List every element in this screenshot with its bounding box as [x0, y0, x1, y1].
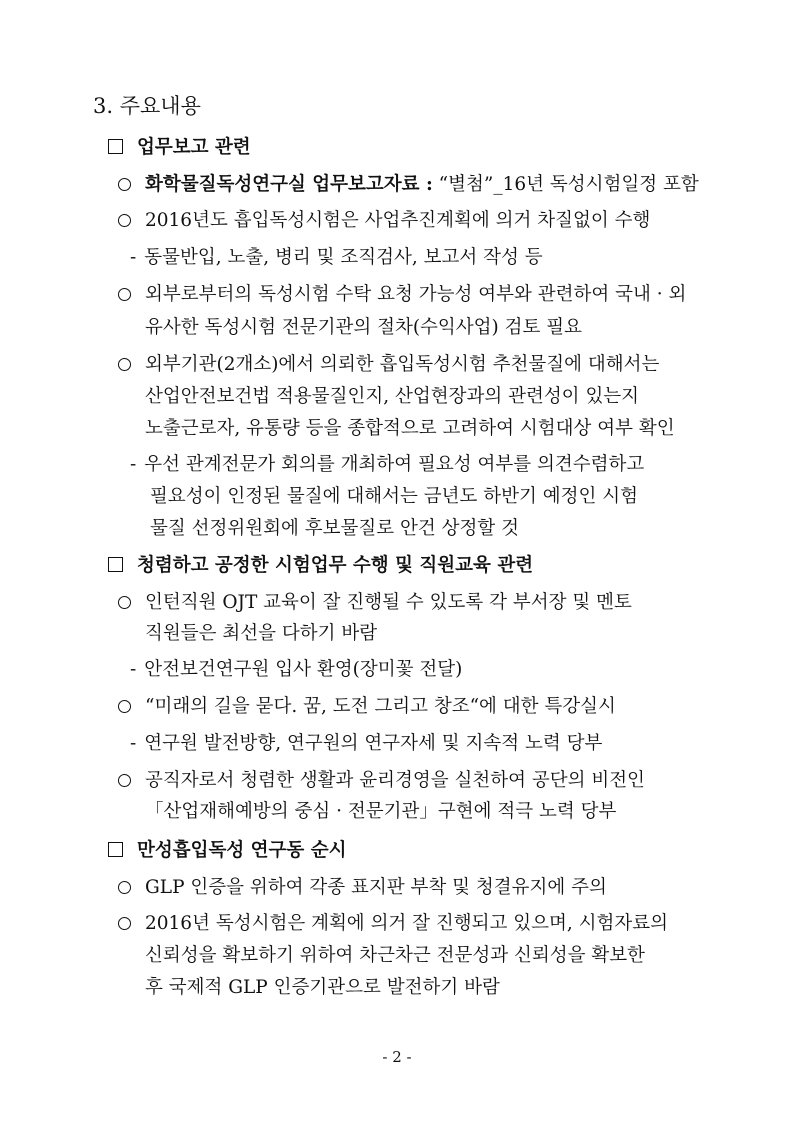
bullet-item-continuation: 노출근로자, 유통량 등을 종합적으로 고려하여 시험대상 여부 확인	[145, 418, 675, 439]
bullet-item-continuation: 유사한 독성시험 전문기관의 절차(수익사업) 검토 필요	[145, 317, 583, 338]
sub-item: - 연구원 발전방향, 연구원의 연구자세 및 지속적 노력 당부	[130, 733, 603, 754]
bullet-item: 2016년 독성시험은 계획에 의거 잘 진행되고 있으며, 시험자료의	[118, 911, 668, 937]
bullet-item: 인턴직원 OJT 교육이 잘 진행될 수 있도록 각 부서장 및 멘토	[118, 590, 632, 616]
section-heading-integrity-education: 청렴하고 공정한 시험업무 수행 및 직원교육 관련	[108, 553, 533, 579]
sub-item-continuation: 필요성이 인정된 물질에 대해서는 금년도 하반기 예정인 시험	[150, 486, 638, 507]
bullet-circle-icon	[118, 700, 131, 713]
section-heading-work-report: 업무보고 관련	[108, 135, 251, 161]
bullet-circle-icon	[118, 774, 131, 787]
bullet-item: 공직자로서 청렴한 생활과 윤리경영을 실천하여 공단의 비전인	[118, 768, 645, 794]
checkbox-square-icon	[108, 842, 123, 857]
bullet-circle-icon	[118, 214, 131, 227]
bullet-item-continuation: 신뢰성을 확보하기 위하여 차근차근 전문성과 신뢰성을 확보한	[145, 945, 645, 966]
bullet-item: GLP 인증을 위하여 각종 표지판 부착 및 청결유지에 주의	[118, 875, 607, 901]
bullet-item: 화학물질독성연구실 업무보고자료 : “별첨”_16년 독성시험일정 포함	[118, 172, 699, 198]
sub-item-continuation: 물질 선정위원회에 후보물질로 안건 상정할 것	[150, 518, 519, 539]
bullet-item-continuation: 「산업재해예방의 중심 · 전문기관」구현에 적극 노력 당부	[145, 801, 617, 822]
bullet-item: 외부로부터의 독성시험 수탁 요청 가능성 여부와 관련하여 국내 · 외	[118, 282, 686, 308]
bullet-item: “미래의 길을 묻다. 꿈, 도전 그리고 창조“에 대한 특강실시	[118, 694, 616, 720]
checkbox-square-icon	[108, 139, 123, 154]
page-number: - 2 -	[382, 1048, 412, 1066]
bullet-circle-icon	[118, 178, 131, 191]
checkbox-square-icon	[108, 557, 123, 572]
section-heading-lab-inspection: 만성흡입독성 연구동 순시	[108, 838, 346, 864]
bullet-item-continuation: 직원들은 최선을 다하기 바람	[145, 623, 378, 644]
bullet-circle-icon	[118, 917, 131, 930]
bullet-item: 외부기관(2개소)에서 의뢰한 흡입독성시험 추천물질에 대해서는	[118, 352, 659, 378]
bullet-circle-icon	[118, 358, 131, 371]
sub-item: - 동물반입, 노출, 병리 및 조직검사, 보고서 작성 등	[130, 247, 543, 268]
bullet-circle-icon	[118, 881, 131, 894]
section-title: 3. 주요내용	[93, 94, 201, 118]
bullet-item-continuation: 후 국제적 GLP 인증기관으로 발전하기 바람	[145, 977, 500, 998]
sub-item: - 우선 관계전문가 회의를 개최하여 필요성 여부를 의견수렴하고	[130, 454, 645, 475]
bullet-circle-icon	[118, 596, 131, 609]
bullet-item-continuation: 산업안전보건법 적용물질인지, 산업현장과의 관련성이 있는지	[145, 386, 640, 407]
bullet-circle-icon	[118, 288, 131, 301]
sub-item: - 안전보건연구원 입사 환영(장미꽃 전달)	[130, 659, 463, 680]
bullet-item: 2016년도 흡입독성시험은 사업추진계획에 의거 차질없이 수행	[118, 208, 650, 234]
